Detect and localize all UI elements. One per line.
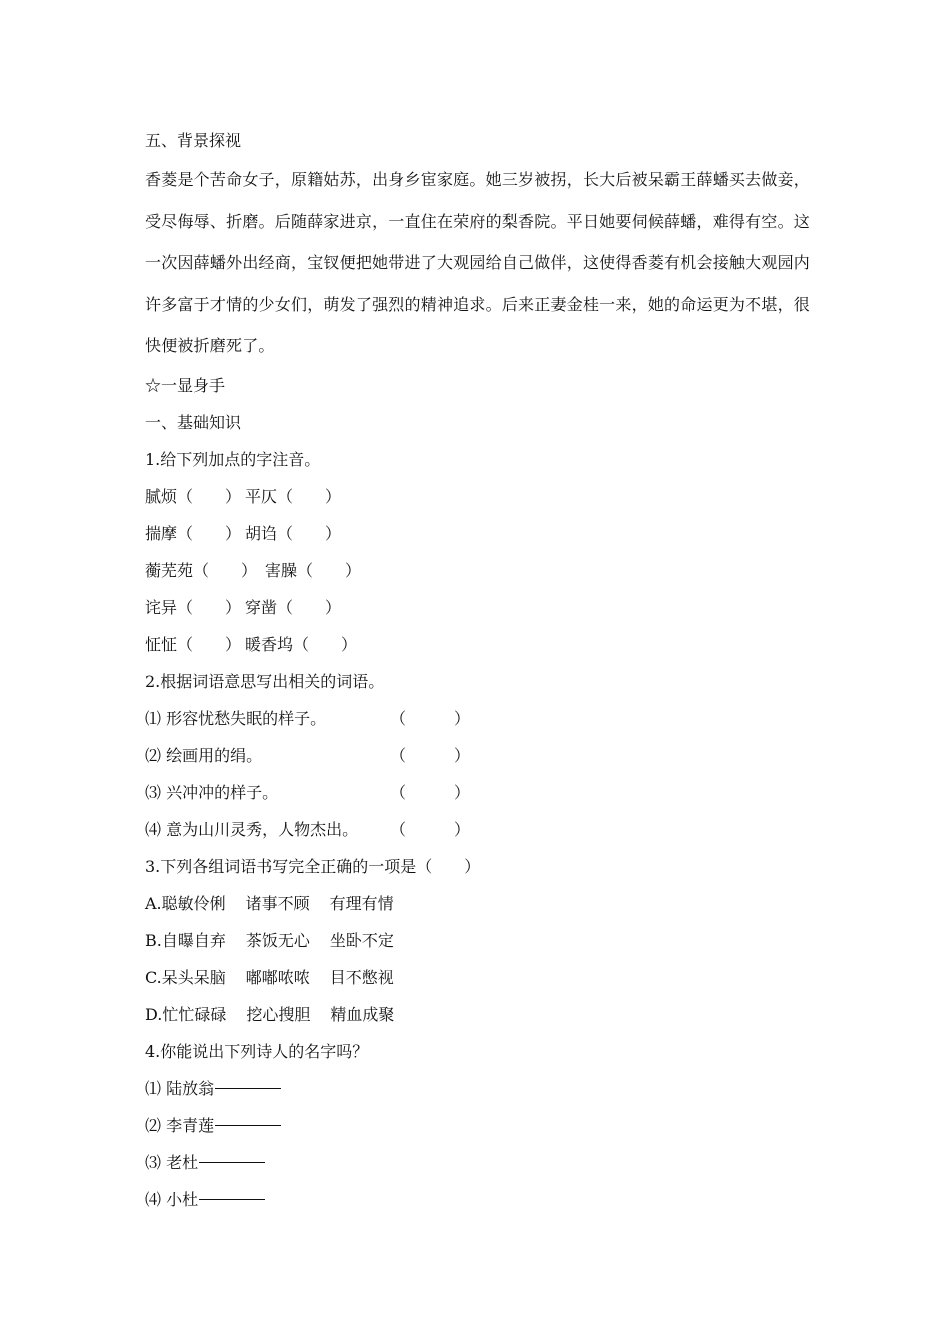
q2-item: [145, 737, 810, 774]
document-page: [145, 122, 810, 1218]
option-word: 精血成聚: [330, 1004, 395, 1024]
option-word: 诸事不顾: [245, 893, 310, 913]
q2-definition: ⑴ 形容忧愁失眠的样子。: [145, 708, 327, 728]
option-label: A.: [145, 893, 162, 913]
q2-answer-blank: （ ）: [390, 708, 471, 728]
q1-item: 腻烦（ ）: [145, 486, 242, 506]
option-label: C.: [145, 967, 162, 987]
practice-title: ☆一显身手: [145, 375, 226, 395]
option-word: 自曝自弃: [161, 930, 226, 950]
question-3-prompt: 3.下列各组词语书写完全正确的一项是（ ）: [145, 856, 481, 876]
q1-item: 暖香坞（ ）: [245, 634, 358, 654]
q1-item: 胡诌（ ）: [245, 523, 342, 543]
q1-item: 揣摩（ ）: [145, 523, 242, 543]
option-word: 挖心搜胆: [246, 1004, 311, 1024]
q1-item: 平仄（ ）: [245, 486, 342, 506]
q4-item: [145, 1107, 810, 1144]
q2-item: [145, 811, 810, 848]
option-word: 茶饭无心: [245, 930, 310, 950]
q4-item: [145, 1070, 810, 1107]
option-word: 聪敏伶俐: [161, 893, 226, 913]
poet-nickname: ⑷ 小杜: [145, 1189, 199, 1209]
section-heading-background: 五、背景探视: [145, 131, 242, 150]
question-1-prompt: 1.给下列加点的字注音。: [145, 449, 321, 469]
q1-item: 蘅芜苑（ ）: [145, 560, 258, 580]
q2-definition: ⑵ 绘画用的绢。: [145, 745, 263, 765]
answer-underline[interactable]: [215, 1070, 281, 1089]
poet-nickname: ⑶ 老杜: [145, 1152, 199, 1172]
q1-row: [145, 478, 810, 515]
q1-item: 穿凿（ ）: [245, 597, 342, 617]
option-word: 目不憋视: [329, 967, 394, 987]
option-word: 有理有情: [329, 893, 394, 913]
q3-option-b: [145, 922, 810, 959]
q3-option-d: [145, 996, 810, 1033]
option-word: 呆头呆脑: [161, 967, 226, 987]
q2-answer-blank: （ ）: [390, 782, 471, 802]
q1-row: [145, 589, 810, 626]
background-paragraph: 香菱是个苦命女子，原籍姑苏，出身乡宦家庭。她三岁被拐，长大后被呆霸王薛蟠买去做妾，受尽侮辱、折磨。后随薛家进京，一直住在荣府的梨香院。平日她要伺候薛蟠，难得有空。这一次因薛蟠外出经商，宝钗便把她带进了大观园给自己做伴，这使得香菱有机会接触大观园内许多富于才情的少女们，萌发了强烈的精神追求。后来正妻金桂一来，她的命运更为不堪，很快便被折磨死了。: [145, 170, 810, 355]
option-label: D.: [145, 1004, 163, 1024]
q4-item: [145, 1144, 810, 1181]
q2-item: [145, 700, 810, 737]
answer-underline[interactable]: [199, 1181, 265, 1200]
q3-option-c: [145, 959, 810, 996]
q1-row: [145, 626, 810, 663]
answer-underline[interactable]: [215, 1107, 281, 1126]
question-2-prompt: 2.根据词语意思写出相关的词语。: [145, 671, 385, 691]
option-word: 嘟嘟哝哝: [245, 967, 310, 987]
q1-item: 怔怔（ ）: [145, 634, 242, 654]
q4-item: [145, 1181, 810, 1218]
option-word: 坐卧不定: [329, 930, 394, 950]
q1-row: [145, 515, 810, 552]
poet-nickname: ⑵ 李青莲: [145, 1115, 215, 1135]
section-heading-basics: 一、基础知识: [145, 412, 242, 432]
poet-nickname: ⑴ 陆放翁: [145, 1078, 215, 1098]
q1-item: 诧异（ ）: [145, 597, 242, 617]
q3-option-a: [145, 885, 810, 922]
q1-item: 害臊（ ）: [265, 560, 362, 580]
option-word: 忙忙碌碌: [162, 1004, 227, 1024]
question-4-prompt: 4.你能说出下列诗人的名字吗？: [145, 1041, 369, 1061]
q2-definition: ⑷ 意为山川灵秀，人物杰出。: [145, 819, 359, 839]
answer-underline[interactable]: [199, 1144, 265, 1163]
q1-row: [145, 552, 810, 589]
option-label: B.: [145, 930, 162, 950]
q2-answer-blank: （ ）: [390, 819, 471, 839]
q2-item: [145, 774, 810, 811]
q2-definition: ⑶ 兴冲冲的样子。: [145, 782, 279, 802]
q2-answer-blank: （ ）: [390, 745, 471, 765]
